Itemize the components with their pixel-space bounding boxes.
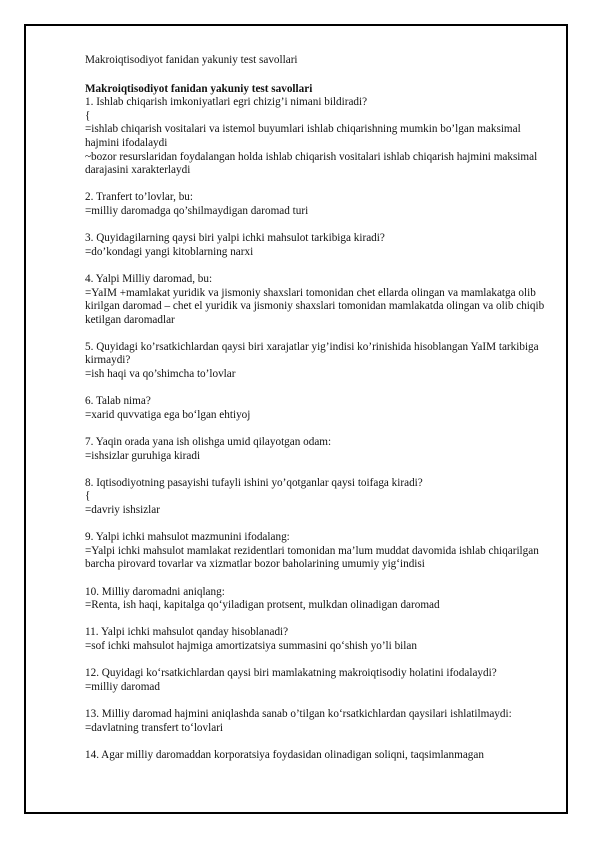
question-text: 12. Quyidagi ko‘rsatkichlardan qaysi biri mamlakatning makroiqtisodiy holatini ifodalaydi?	[85, 667, 497, 680]
question-block	[85, 586, 555, 613]
answer-line: =xarid quvvatiga ega bo‘lgan ehtiyoj	[85, 408, 251, 421]
question-text: 11. Yalpi ichki mahsulot qanday hisoblanadi?	[85, 626, 289, 639]
question-block	[85, 626, 555, 653]
answer-line: ~bozor resurslaridan foydalangan holda ishlab chiqarish vositalari ishlab chiqarish hajmini maksimal darajasini xarakterlaydi	[85, 150, 538, 177]
question-text: 6. Talab nima?	[85, 395, 151, 408]
question-text: 7. Yaqin orada yana ish olishga umid qilayotgan odam:	[85, 436, 332, 449]
question-block	[85, 749, 555, 763]
question-text: 9. Yalpi ichki mahsulot mazmunini ifodalang:	[85, 531, 290, 544]
question-text: 3. Quyidagilarning qaysi biri yalpi ichki mahsulot tarkibiga kiradi?	[85, 232, 385, 245]
question-text: 4. Yalpi Milliy daromad, bu:	[85, 272, 213, 285]
question-text: 10. Milliy daromadni aniqlang:	[85, 585, 225, 598]
answer-line: {	[85, 490, 91, 503]
question-block	[85, 708, 555, 735]
question-text: 1. Ishlab chiqarish imkoniyatlari egri chizig’i nimani bildiradi?	[85, 96, 368, 109]
answer-line: =Yalpi ichki mahsulot mamlakat rezidentlari tomonidan ma’lum muddat davomida ishlab chiqarilgan barcha pirovard tovarlar va xizmatlar bozor baholarining umumiy yig‘indisi	[85, 544, 539, 571]
answer-line: =milliy daromad	[85, 680, 160, 693]
answer-line: =davlatning transfert to‘lovlari	[85, 721, 224, 734]
question-block	[85, 477, 555, 518]
question-text: 8. Iqtisodiyotning pasayishi tufayli ishini yo’qotganlar qaysi toifaga kiradi?	[85, 476, 423, 489]
answer-line: =YaIM +mamlakat yuridik va jismoniy shaxslari tomonidan chet ellarda olingan va mamlakatga olib kirilgan daromad – chet el yuridik va jismoniy shaxslari tomonidan mamlakatda olingan va olib chiqib ketilgan daromadlar	[85, 286, 545, 326]
question-text: 2. Tranfert to’lovlar, bu:	[85, 191, 193, 204]
answer-line: =ishlab chiqarish vositalari va istemol buyumlari ishlab chiqarishning mumkin bo’lgan maksimal hajmini ifodalaydi	[85, 123, 521, 149]
answer-line: =davriy ishsizlar	[85, 504, 160, 516]
answer-line: =Renta, ish haqi, kapitalga qo‘yiladigan protsent, mulkdan olinadigan daromad	[85, 599, 440, 612]
answer-line: =milliy daromadga qo’shilmaydigan daromad turi	[85, 204, 309, 217]
answer-line: =sof ichki mahsulot hajmiga amortizatsiya summasini qo‘shish yo’li bilan	[85, 639, 417, 652]
question-block	[85, 395, 555, 422]
question-text: 13. Milliy daromad hajmini aniqlashda sanab o’tilgan ko‘rsatkichlardan qaysilari ishlatilmaydi:	[85, 707, 512, 720]
question-block	[85, 531, 555, 572]
question-text: 5. Quyidagi ko’rsatkichlardan qaysi biri xarajatlar yig’indisi ko’rinishida hisoblangan YaIM tarkibiga kirmaydi?	[85, 340, 539, 367]
question-text: 14. Agar milliy daromaddan korporatsiya foydasidan olinadigan soliqni, taqsimlanmagan	[85, 748, 484, 761]
question-block	[85, 667, 555, 694]
answer-line: {	[85, 109, 91, 122]
question-block	[85, 436, 555, 463]
question-block	[85, 273, 555, 327]
document-body	[85, 54, 555, 776]
document-header: Makroiqtisodiyot fanidan yakuniy test savollari	[85, 54, 298, 66]
answer-line: =do’kondagi yangi kitoblarning narxi	[85, 245, 254, 258]
question-list	[85, 96, 555, 762]
question-block	[85, 232, 555, 259]
document-title: Makroiqtisodiyot fanidan yakuniy test savollari	[85, 82, 313, 95]
question-block	[85, 341, 555, 382]
question-block	[85, 96, 555, 178]
answer-line: =ishsizlar guruhiga kiradi	[85, 449, 201, 462]
question-block	[85, 191, 555, 218]
answer-line: =ish haqi va qo’shimcha to’lovlar	[85, 368, 236, 381]
